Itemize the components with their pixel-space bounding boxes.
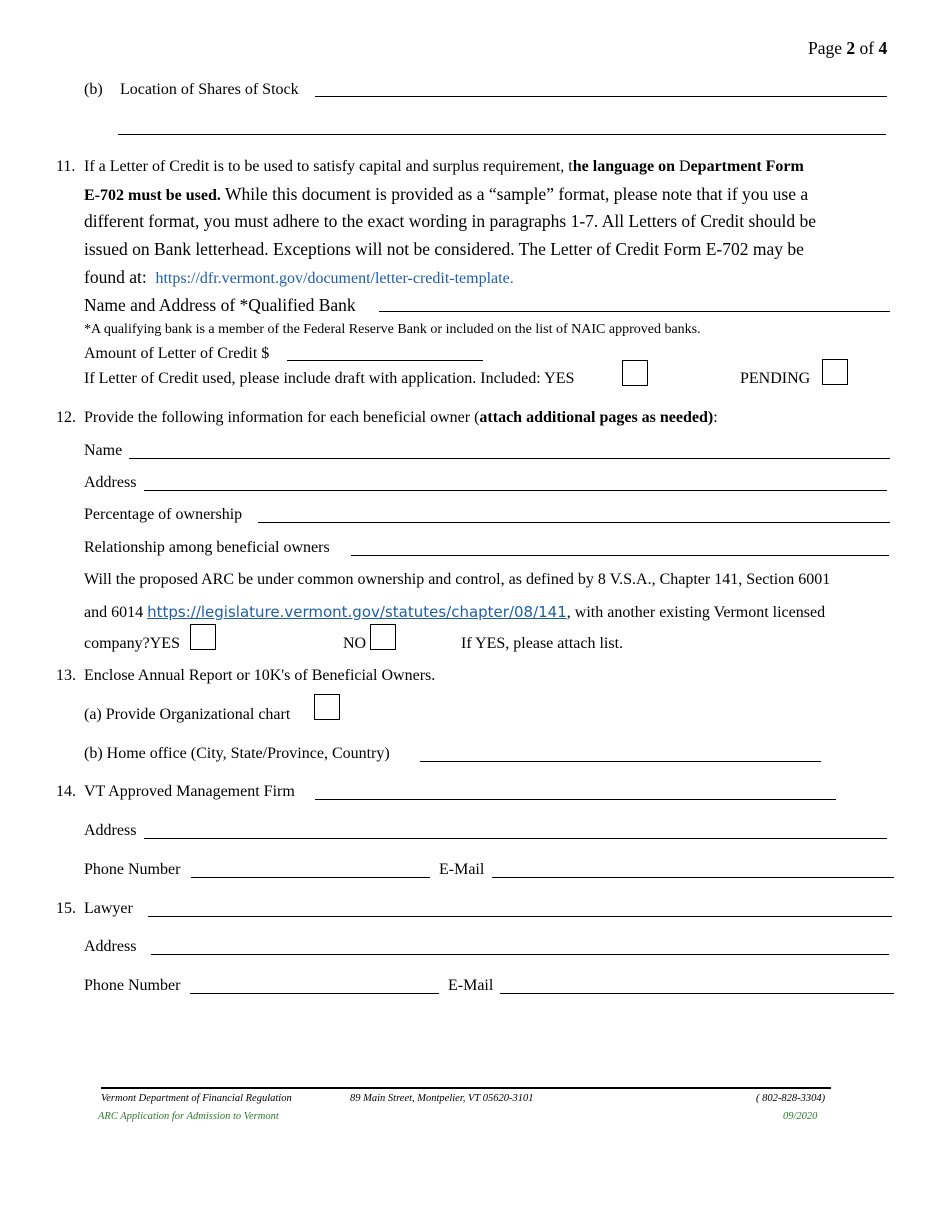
owner-name-label: Name [84, 442, 123, 459]
home-office-label: (b) Home office (City, State/Province, Country) [84, 745, 390, 762]
lawyer-email-label: E-Mail [448, 977, 494, 994]
firm-email-label: E-Mail [439, 861, 485, 878]
item-11-line-1: If a Letter of Credit is to be used to satisfy capital and surplus requirement, the language on Department Form [84, 158, 804, 175]
footer-phone: ( 802-828-3304) [756, 1093, 826, 1104]
owner-name-field[interactable] [129, 458, 890, 459]
item-10b-label: (b) [84, 81, 103, 98]
pending-checkbox[interactable] [822, 359, 848, 385]
lawyer-phone-field[interactable] [190, 993, 439, 994]
management-firm-label: VT Approved Management Firm [84, 783, 295, 800]
firm-address-field[interactable] [144, 838, 887, 839]
pending-label: PENDING [740, 370, 811, 387]
footer-form-name: ARC Application for Admission to Vermont [98, 1111, 279, 1122]
letter-credit-template-link[interactable]: https://dfr.vermont.gov/document/letter-credit-template. [155, 270, 514, 287]
lawyer-label: Lawyer [84, 900, 133, 917]
home-office-field[interactable] [420, 761, 821, 762]
item-12-intro: Provide the following information for each beneficial owner (attach additional pages as needed): [84, 409, 718, 426]
footer-date: 09/2020 [783, 1111, 818, 1122]
item-14-number: 14. [56, 783, 76, 800]
org-chart-label: (a) Provide Organizational chart [84, 706, 291, 723]
common-ownership-no-checkbox[interactable] [370, 624, 396, 650]
footer-rule [101, 1087, 831, 1089]
company-yes-label: company?YES [84, 635, 180, 652]
firm-address-label: Address [84, 822, 137, 839]
no-label: NO [343, 635, 367, 652]
firm-phone-field[interactable] [191, 877, 430, 878]
management-firm-field[interactable] [315, 799, 836, 800]
attach-list-note: If YES, please attach list. [461, 635, 624, 652]
org-chart-checkbox[interactable] [314, 694, 340, 720]
common-ownership-line-1: Will the proposed ARC be under common ownership and control, as defined by 8 V.S.A., Chapter 141, Section 6001 [84, 571, 831, 588]
lawyer-address-label: Address [84, 938, 137, 955]
item-13-text: Enclose Annual Report or 10K's of Beneficial Owners. [84, 667, 436, 684]
item-12-number: 12. [56, 409, 76, 426]
lawyer-address-field[interactable] [151, 954, 889, 955]
legislature-statute-link[interactable]: https://legislature.vermont.gov/statutes/chapter/08/141 [147, 603, 567, 621]
firm-email-field[interactable] [492, 877, 894, 878]
ownership-percentage-label: Percentage of ownership [84, 506, 243, 523]
relationship-field[interactable] [351, 555, 889, 556]
qualified-bank-note: *A qualifying bank is a member of the Federal Reserve Bank or included on the list of NAIC approved banks. [84, 322, 701, 337]
page-number: Page 2 of 4 [808, 38, 888, 58]
firm-phone-label: Phone Number [84, 861, 181, 878]
ownership-percentage-field[interactable] [258, 522, 890, 523]
footer-address: 89 Main Street, Montpelier, VT 05620-3101 [350, 1093, 534, 1104]
item-11-line-4: issued on Bank letterhead. Exceptions will not be considered. The Letter of Credit Form E-702 may be [84, 239, 804, 259]
item-11-line-2: E-702 must be used. While this document is provided as a “sample” format, please note that if you use a [84, 184, 809, 204]
item-13-number: 13. [56, 667, 76, 684]
common-ownership-line-2: and 6014 https://legislature.vermont.gov/statutes/chapter/08/141, with another existing Vermont licensed [84, 603, 826, 621]
item-11-number: 11. [56, 158, 76, 175]
common-ownership-yes-checkbox[interactable] [190, 624, 216, 650]
lawyer-email-field[interactable] [500, 993, 894, 994]
amount-credit-label: Amount of Letter of Credit $ [84, 345, 270, 362]
lawyer-field[interactable] [148, 916, 892, 917]
item-11-line-3: different format, you must adhere to the exact wording in paragraphs 1-7. All Letters of Credit should be [84, 211, 817, 231]
owner-address-label: Address [84, 474, 137, 491]
qualified-bank-field[interactable] [379, 311, 890, 312]
location-shares-field-2[interactable] [118, 134, 886, 135]
draft-included-label: If Letter of Credit used, please include draft with application. Included: YES [84, 370, 575, 387]
owner-address-field[interactable] [144, 490, 887, 491]
item-11-line-5: found at: https://dfr.vermont.gov/document/letter-credit-template. [84, 267, 514, 287]
qualified-bank-label: Name and Address of *Qualified Bank [84, 295, 356, 315]
included-yes-checkbox[interactable] [622, 360, 648, 386]
footer-dept: Vermont Department of Financial Regulation [101, 1093, 292, 1104]
lawyer-phone-label: Phone Number [84, 977, 181, 994]
item-10b-text: Location of Shares of Stock [120, 81, 299, 98]
item-15-number: 15. [56, 900, 76, 917]
location-shares-field[interactable] [315, 96, 887, 97]
amount-credit-field[interactable] [287, 360, 483, 361]
relationship-label: Relationship among beneficial owners [84, 539, 330, 556]
